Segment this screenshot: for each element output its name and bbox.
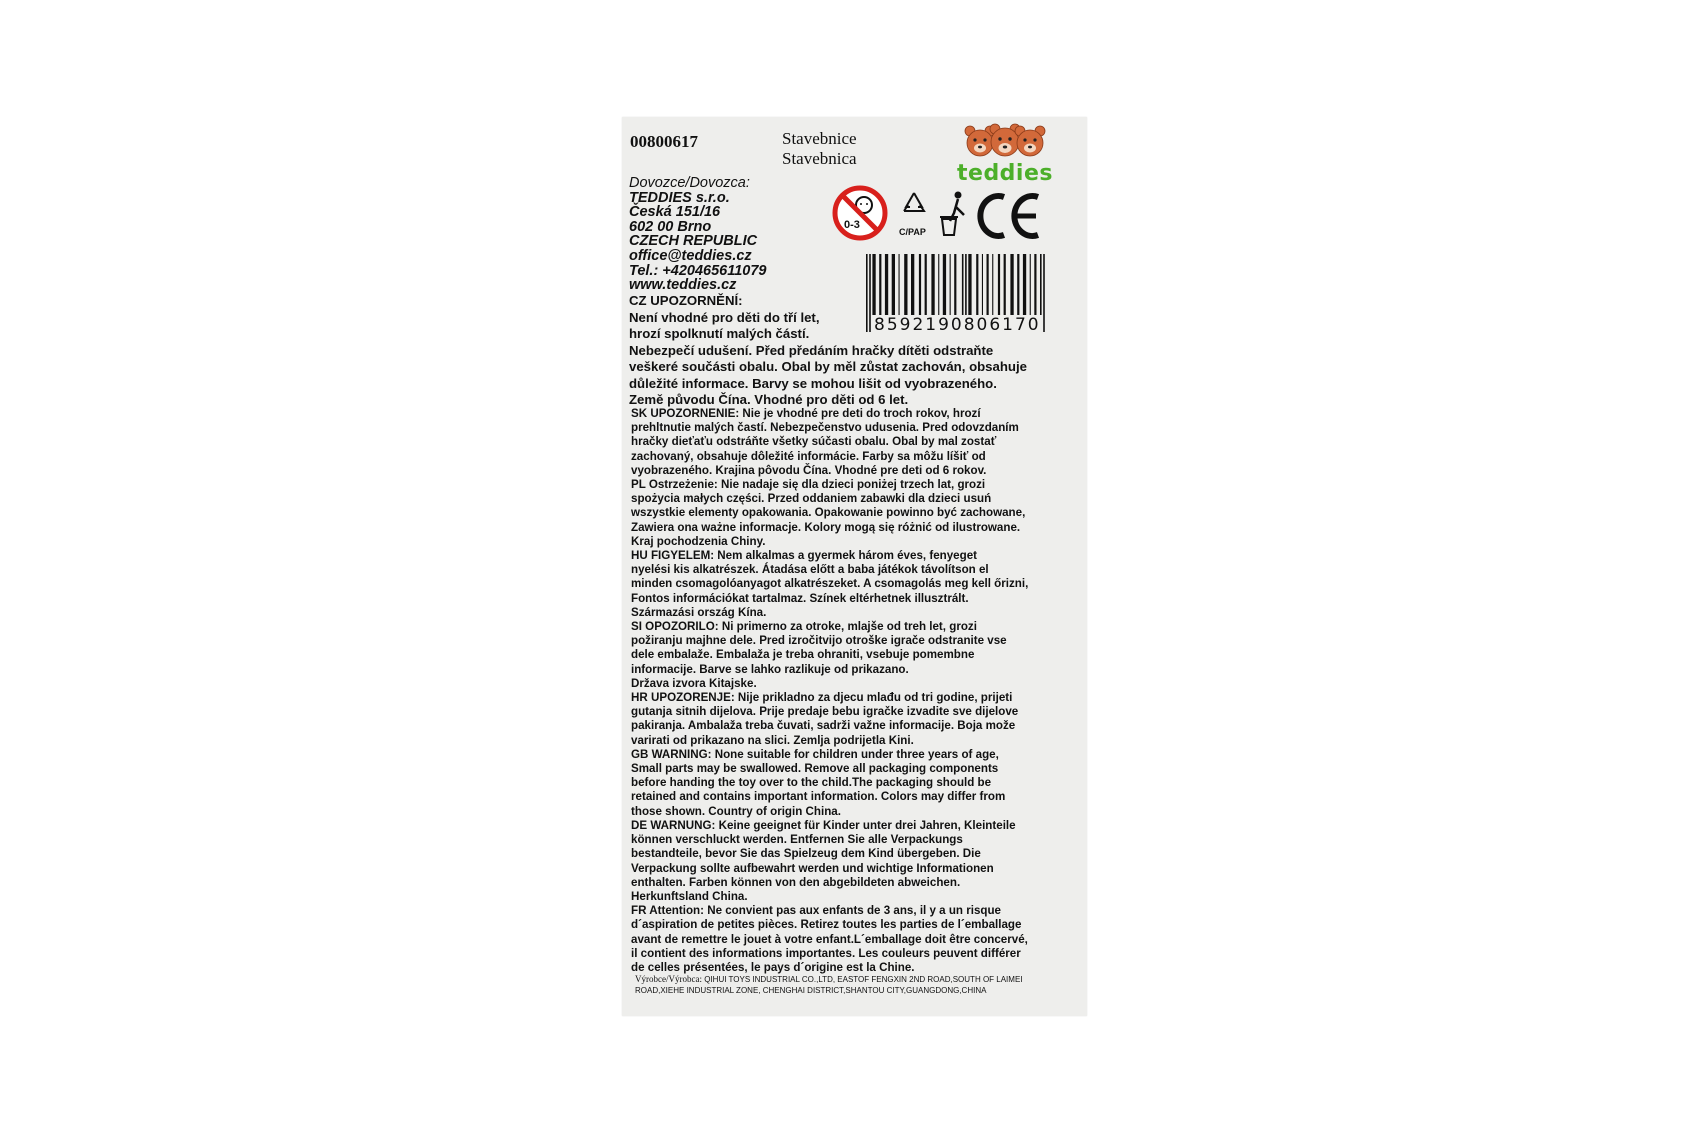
warning-de-line: Verpackung sollte aufbewahrt werden und wichtige Informationen: [631, 861, 994, 875]
importer-heading: Dovozce/Dovozca:: [629, 175, 750, 191]
warning-pl-line: spożycia małych części. Przed oddaniem zabawki dla dzieci usuń: [631, 492, 992, 506]
importer-city: 602 00 Brno: [629, 218, 712, 235]
warning-hr-line: gutanja sitnih dijelova. Prije predaje bebu igračke izvadite sve dijelove: [631, 705, 1019, 719]
warning-gb-line: Small parts may be swallowed. Remove all packaging components: [631, 762, 999, 776]
manufacturer-block: [635, 974, 1075, 996]
importer-block: [629, 176, 766, 293]
safety-symbols: [832, 185, 1052, 245]
manufacturer-address-1: QIHUI TOYS INDUSTRIAL CO.,LTD, EASTOF FENGXIN 2ND ROAD,SOUTH OF LAIMEI: [704, 975, 1023, 984]
warning-de-line: enthalten. Farben können von den abgebildeten abweichen.: [631, 875, 961, 889]
warning-cz: [629, 293, 1074, 409]
product-name-cz: Stavebnice: [782, 129, 857, 148]
recycle-label: C/PAP: [899, 227, 926, 237]
manufacturer-address-2: ROAD,XIEHE INDUSTRIAL ZONE, CHENGHAI DISTRICT,SHANTOU CITY,GUANGDONG,CHINA: [635, 986, 987, 995]
importer-phone: Tel.: +420465611079: [629, 262, 767, 279]
warning-hr-line: pakiranja. Ambalaža treba čuvati, sadrži važne informacije. Boja može: [631, 719, 1016, 733]
importer-email: office@teddies.cz: [629, 247, 752, 264]
barcode-number: 8592190806170: [874, 315, 1041, 335]
warning-si-line: požiranju majhne dele. Pred izročitvijo otroške igrače odstranite vse: [631, 634, 1007, 648]
warning-cz-line: Nebezpečí udušení. Před předáním hračky dítěti odstraňte: [629, 342, 994, 358]
warning-sk-line: prehltnutie malých častí. Nebezpečenstvo udusenia. Pred odovzdaním: [631, 421, 1019, 435]
warning-fr-line: avant de remettre le jouet à votre enfant.L´emballage doit être concervé,: [631, 932, 1028, 946]
logo-wordmark: teddies: [957, 161, 1053, 186]
warning-sk-line: vyobrazeného. Krajina pôvodu Čína. Vhodné pre deti od 6 rokov.: [631, 463, 987, 477]
importer-web: www.teddies.cz: [629, 277, 737, 294]
warning-sk-line: hračky dieťaťu odstráňte všetky súčasti obalu. Obal by mal zostať: [631, 435, 997, 449]
warning-cz-line: CZ UPOZORNĚNÍ:: [629, 293, 743, 308]
no-children-under-3-icon: [835, 188, 885, 238]
warning-fr-line: FR Attention: Ne convient pas aux enfants de 3 ans, il y a un risque: [631, 904, 1001, 918]
age-warning-text: 0-3: [844, 219, 860, 231]
warning-cz-line: důležité informace. Barvy se mohou lišit od vyobrazeného.: [629, 375, 997, 391]
trash-bin-icon: [940, 192, 964, 236]
ce-mark-icon: [980, 196, 1038, 236]
warning-gb-line: retained and contains important information. Colors may differ from: [631, 790, 1006, 804]
warning-de-line: können verschluckt werden. Entfernen Sie alle Verpackungs: [631, 833, 963, 847]
warning-de-line: bestandteile, bevor Sie das Spielzeug dem Kind übergeben. Die: [631, 847, 981, 861]
warning-si-line: Država izvora Kitajske.: [631, 676, 757, 690]
product-label: [622, 117, 1087, 1016]
warning-sk-line: SK UPOZORNENIE: Nie je vhodné pre deti do troch rokov, hrozí: [631, 407, 981, 420]
warning-cz-line: Země původu Čína. Vhodné pro děti od 6 let.: [629, 392, 909, 407]
warning-de-line: DE WARNUNG: Keine geeignet für Kinder unter drei Jahren, Kleinteile: [631, 818, 1016, 832]
teddies-logo: [950, 123, 1060, 186]
warning-fr-line: il contient des informations importantes. Les couleurs peuvent différer: [631, 946, 1021, 960]
warning-hr-line: HR UPOZORENJE: Nije prikladno za djecu mlađu od tri godine, prijeti: [631, 691, 1013, 705]
warning-hu-line: Származási ország Kína.: [631, 605, 767, 619]
warning-hu-line: Fontos információkat tartalmaz. Színek eltérhetnek illusztrált.: [631, 591, 969, 605]
warning-cz-line: veškeré součásti obalu. Obal by měl zůstat zachován, obsahuje: [629, 359, 1027, 374]
warning-hu-line: HU FIGYELEM: Nem alkalmas a gyermek három éves, fenyeget: [631, 549, 978, 563]
warning-hu-line: minden csomagolóanyagot alkatrészeket. A csomagolás meg kell őrizni,: [631, 577, 1029, 591]
warning-hr-line: varirati od prikazano na slici. Zemlja podrijetla Kini.: [631, 733, 914, 747]
warning-cz-line: hrozí spolknutí malých částí.: [629, 326, 810, 341]
importer-street: Česká 151/16: [629, 204, 721, 221]
warning-cz-line: Není vhodné pro děti do tří let,: [629, 309, 820, 325]
importer-company: TEDDIES s.r.o.: [629, 189, 730, 206]
warning-gb-line: those shown. Country of origin China.: [631, 804, 841, 818]
recycle-icon: [899, 193, 926, 237]
importer-country: CZECH REPUBLIC: [629, 233, 758, 250]
teddy-bears-icon: [950, 123, 1060, 163]
warning-de-line: Herkunftsland China.: [631, 889, 748, 903]
warning-fr-line: de celles présentées, le pays d´origine est la Chine.: [631, 960, 915, 974]
warning-hu-line: nyelési kis alkatrészek. Átadása előtt a baba játékok távolítson el: [631, 563, 989, 577]
warnings-multilingual: [631, 407, 1081, 975]
warning-fr-line: d´aspiration de petites pièces. Retirez toutes les parties de l´emballage: [631, 918, 1022, 932]
warning-pl-line: wszystkie elementy opakowania. Opakowanie powinno być zachowane,: [631, 506, 1026, 520]
warning-si-line: SI OPOZORILO: Ni primerno za otroke, mlajše od treh let, grozi: [631, 620, 977, 634]
warning-si-line: informacije. Barve se lahko razlikuje od prikazano.: [631, 662, 909, 676]
warning-si-line: dele embalaže. Embalaža je treba ohraniti, vsebuje pomembne: [631, 648, 975, 662]
warning-pl-line: PL Ostrzeżenie: Nie nadaje się dla dzieci poniżej trzech lat, grozi: [631, 478, 986, 492]
warning-pl-line: Zawiera ona ważne informacje. Kolory mogą się różnić od ilustrowane.: [631, 520, 1021, 534]
warning-sk-line: zachovaný, obsahuje dôležité informácie. Farby sa môžu líšiť od: [631, 449, 986, 463]
product-code: 00800617: [630, 132, 698, 151]
warning-gb-line: before handing the toy over to the child.The packaging should be: [631, 776, 992, 790]
manufacturer-label: Výrobce/Výrobca:: [635, 974, 702, 984]
product-names: [782, 129, 857, 169]
warning-pl-line: Kraj pochodzenia Chiny.: [631, 534, 766, 548]
warning-gb-line: GB WARNING: None suitable for children under three years of age,: [631, 747, 999, 761]
product-name-sk: Stavebnica: [782, 149, 857, 168]
